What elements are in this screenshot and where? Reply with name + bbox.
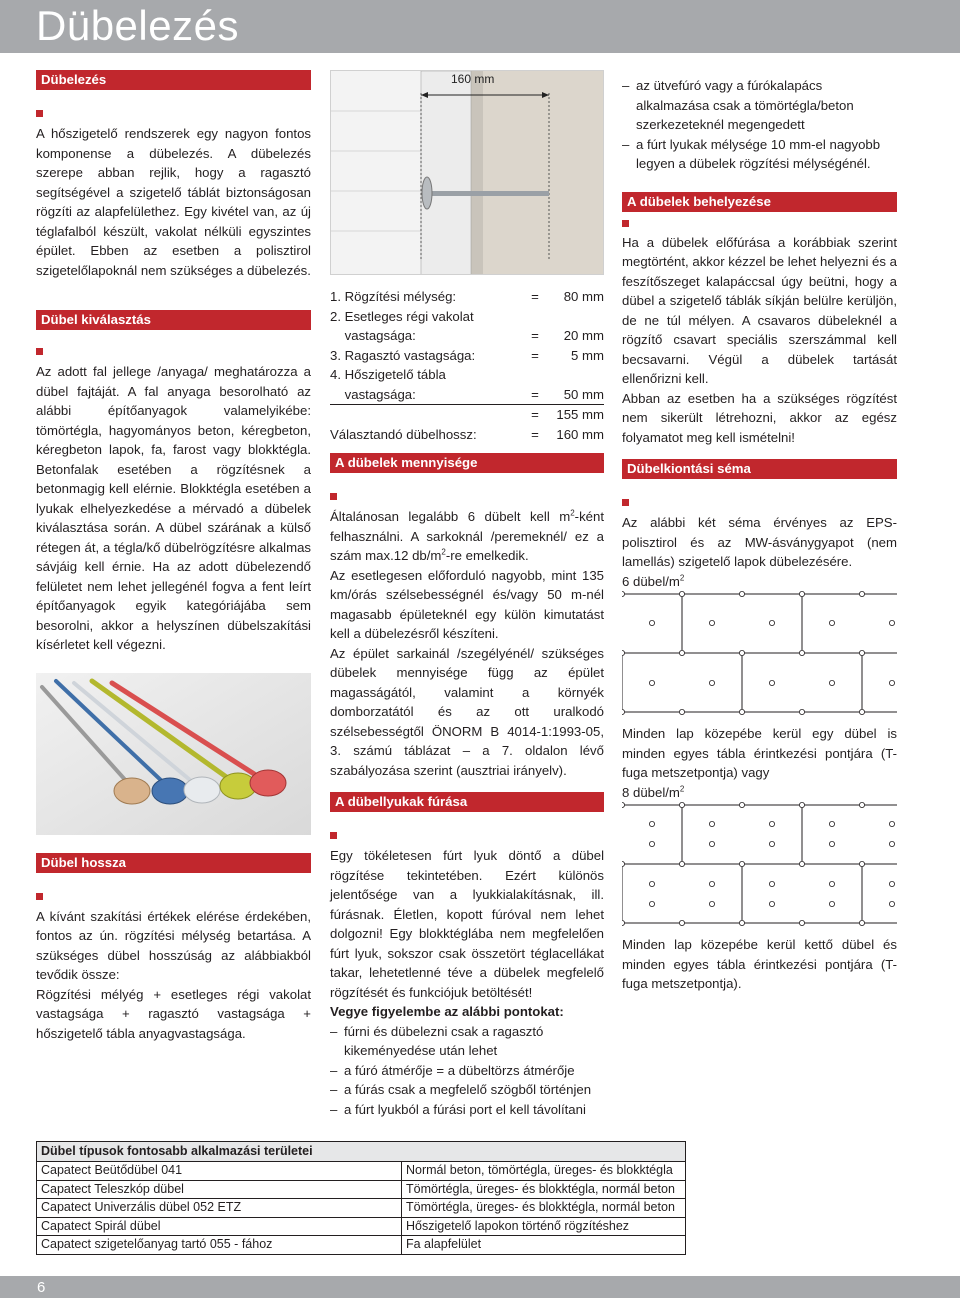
dims-table xyxy=(330,287,604,444)
dowel-dot xyxy=(709,881,714,886)
dowel-dot xyxy=(829,901,834,906)
dowel-dot xyxy=(769,881,774,886)
dowel-type-use: Hőszigetelő lapokon történő rögzítéshez xyxy=(402,1217,686,1236)
dowel-dot xyxy=(829,680,834,685)
section-heading-dubellyukak-furasa: A dübellyukak fúrása xyxy=(330,792,604,812)
dowel-type-name: Capatect szigetelőanyag tartó 055 - fához xyxy=(37,1236,402,1255)
column-1 xyxy=(36,70,311,1043)
dowel-scheme-8 xyxy=(622,802,897,927)
dims-val xyxy=(550,365,604,385)
dowel-dot xyxy=(739,802,744,807)
section-heading-dubelezes: Dübelezés xyxy=(36,70,311,90)
dims-label: 1. Rögzítési mélység: xyxy=(330,289,457,304)
dowels-image xyxy=(36,673,311,835)
list-item: – a fúrás csak a megfelelő szögből történjen xyxy=(330,1080,604,1100)
section-heading-dubelek-behelyezese: A dübelek behelyezése xyxy=(622,192,897,212)
diagram-label: 160 mm xyxy=(451,72,495,86)
dowel-dot xyxy=(859,709,864,714)
red-square-icon xyxy=(330,493,337,500)
dims-label: 2. Esetleges régi vakolat xyxy=(330,308,474,324)
dowel-dot xyxy=(709,620,714,625)
dowel-dot xyxy=(709,841,714,846)
dowel-dot xyxy=(649,680,654,685)
column-2 xyxy=(330,70,604,1119)
red-square-icon xyxy=(36,110,43,117)
dims-eq xyxy=(520,307,550,327)
dims-eq: = xyxy=(531,347,539,363)
dowel-dot xyxy=(769,821,774,826)
scheme-description: Minden lap közepébe kerül kettő dübel és minden egyes tábla érintkezési pontjára (T-fuga metszetpontja). xyxy=(622,937,897,991)
dowel-dot xyxy=(649,881,654,886)
dowel-dot xyxy=(739,650,744,655)
scheme-description: Minden lap közepébe kerül egy dübel is minden egyes tábla érintkezési pontjára (T-fuga metszetpontja) vagy xyxy=(622,726,897,780)
dowel-dot xyxy=(739,709,744,714)
table-row xyxy=(330,425,604,445)
dowel-dot xyxy=(769,680,774,685)
dowel-dot xyxy=(709,680,714,685)
table-row xyxy=(330,365,604,385)
dowel-dot xyxy=(829,881,834,886)
dowel-dot xyxy=(622,920,625,925)
dowel-dot xyxy=(799,709,804,714)
dims-val: 80 mm xyxy=(563,289,604,304)
red-square-icon xyxy=(36,893,43,900)
dowel-dot xyxy=(679,650,684,655)
section-text: Abban az esetben ha a szükséges rögzítést nem sikerült létrehozni, akkor az egész folyamatot meg kell ismételni! xyxy=(622,390,897,445)
dims-label xyxy=(330,405,520,425)
table-row xyxy=(330,287,604,307)
dowel-dot xyxy=(889,841,894,846)
dowel-dot xyxy=(622,709,625,714)
dowel-dot xyxy=(889,821,894,826)
dowel-dot xyxy=(649,841,654,846)
dowel-dot xyxy=(679,861,684,866)
dowel-dot xyxy=(709,821,714,826)
dims-eq: = xyxy=(520,385,550,405)
section-heading-dubel-kivalasztas: Dübel kiválasztás xyxy=(36,310,311,330)
dowel-dot xyxy=(649,821,654,826)
drilling-list xyxy=(330,1022,604,1120)
table-row xyxy=(330,346,604,366)
page-title: Dübelezés xyxy=(36,2,239,49)
dims-val: 155 mm xyxy=(556,407,604,422)
table-row xyxy=(330,307,604,327)
section-text: Általánosan legalább 6 dübelt kell $m^2$-ként felhasználni. A sarkoknál /peremeknél/ ez a szám max.12 $db/m^2-re$ emelkedik. xyxy=(330,508,604,563)
list-item: – a fúrt lyukak mélysége 10 mm-el nagyobb legyen a dübelek rögzítési mélységénél. xyxy=(622,135,897,174)
dowel-dot xyxy=(799,650,804,655)
section-heading-dubelek-mennyisege: A dübelek mennyisége xyxy=(330,453,604,473)
dowel-dot xyxy=(889,620,894,625)
dowel-dot xyxy=(622,591,625,596)
dims-eq: = xyxy=(531,289,539,304)
section-text: Ha a dübelek előfúrása a korábbiak szerint megtörtént, akkor kézzel be lehet helyezni és a feszítőszeget kalapáccsal úgy beütni, hogy a dübel a szigetelő táblák síkján belülre kerüljön, de ne túl mélyen. A csavaros dübeleknél a rögzítő csavart speciális szerszámmal kell becsavarni. Végül a dübelek tartását ellenőrizni kell. xyxy=(622,234,897,386)
dims-label: vastagsága: xyxy=(330,385,520,405)
dowel-dot xyxy=(859,591,864,596)
dowel-dot xyxy=(799,802,804,807)
red-square-icon xyxy=(330,832,337,839)
dowel-type-use: Tömörtégla, üreges- és blokktégla, normál beton xyxy=(402,1180,686,1199)
list-item: – a fúró átmérője = a dübeltörzs átmérője xyxy=(330,1061,604,1081)
section-text: Az adott fal jellege /anyaga/ meghatározza a dübel fajtáját. A fal anyaga besorolható az alábbi építőanyagok valamelyikébe: tömörtégla, hagyományos beton, kéregbeton, kéregbeton lapok, fa, farost vagy blokktégla. Betonfalak esetében a rögzítésnek a betonmagig kell elérnie. Blokktégla esetében a lyukak elhelyezkedése a mérvadó a dübelek kiválasztása során. A dübel szárának a külső rétegen át, a tégla/kő dübelrögzítésre alkalmas sávjáig kell érnie. Ha az adott dübelezendő felületet nem lehet jellegénél fogva a fent leírt építőanyagok egyik kategóriájába sem besorolni, akkor a helyszínen dübelszakítási kísérletet kell végezni. xyxy=(36,364,311,652)
table-header: Dübel típusok fontosabb alkalmazási területei xyxy=(37,1142,686,1162)
dowel-dot xyxy=(679,802,684,807)
dims-val: 160 mm xyxy=(556,426,604,442)
dowel-dot xyxy=(739,861,744,866)
dowel-dot xyxy=(739,591,744,596)
section-text: Az esetlegesen előforduló nagyobb, mint 135 km/órás szélsebességnél és/vagy 50 m-nél magasabb épületeknél egy külön kimutatást kell a dübelezésről készíteni. xyxy=(330,567,604,641)
section-heading-dubel-hossza: Dübel hossza xyxy=(36,853,311,873)
dowel-type-name: Capatect Spirál dübel xyxy=(37,1217,402,1236)
red-square-icon xyxy=(622,220,629,227)
dowel-dot xyxy=(739,920,744,925)
dowels-photo xyxy=(36,673,311,835)
dowel-dot xyxy=(799,591,804,596)
dowel-dot xyxy=(622,802,625,807)
section-bold-text: Vegye figyelembe az alábbi pontokat: xyxy=(330,1004,564,1019)
red-square-icon xyxy=(36,348,43,355)
dims-val: 5 mm xyxy=(571,347,604,363)
list-item: – fúrni és dübelezni csak a ragasztó kikeményedése után lehet xyxy=(330,1022,604,1061)
dowel-type-name: Capatect Beütődübel 041 xyxy=(37,1162,402,1181)
dowel-types-table xyxy=(36,1141,686,1255)
dowel-dot xyxy=(829,821,834,826)
dowel-type-name: Capatect Univerzális dübel 052 ETZ xyxy=(37,1199,402,1218)
dowel-dot xyxy=(799,920,804,925)
section-text: Az alábbi két séma érvényes az EPS-polisztirol és az MW-ásványgyapot (nem lamellás) szigetelő lapok dübelezésére. xyxy=(622,515,897,569)
dowel-dot xyxy=(799,861,804,866)
dowel-dot xyxy=(769,841,774,846)
dims-val: 50 mm xyxy=(550,385,604,405)
table-row xyxy=(37,1217,686,1236)
section-text: A hőszigetelő rendszerek egy nagyon fontos komponense a dübelezés. A dübelezés szerepe abban rejlik, hogy a ragasztó segítségével a szigetelő táblát biztonságosan rögzíti az alapfelülethez. Egy kivétel van, az új téglafalból készült, vakolat nélküli egyszintes épület. Ebben az esetben a polisztirol szigetelőlapoknál nem szükséges a dübelezés. xyxy=(36,126,311,278)
dowel-dot xyxy=(859,861,864,866)
section-text: Rögzítési mélyég + esetleges régi vakolat vastagsága + ragasztó vastagsága + hőszigetelő tábla anyagvastagsága. xyxy=(36,986,311,1041)
dowel-dot xyxy=(859,650,864,655)
dowel-dot xyxy=(889,901,894,906)
table-row xyxy=(37,1162,686,1181)
dowel-dot xyxy=(859,920,864,925)
dims-val xyxy=(550,307,604,327)
table-row xyxy=(330,326,604,346)
column-3 xyxy=(622,76,897,994)
dowel-dot xyxy=(769,901,774,906)
dims-label: 3. Ragasztó vastagsága: xyxy=(330,347,476,363)
list-item: – a fúrt lyukból a fúrási port el kell távolítani xyxy=(330,1100,604,1120)
dowel-dot xyxy=(769,620,774,625)
table-row xyxy=(37,1236,686,1255)
footer-bar xyxy=(0,1276,960,1298)
dowel-dot xyxy=(679,591,684,596)
dowel-dot xyxy=(889,881,894,886)
section-text: Az épület sarkainál /szegélyénél/ szükséges dübelek mennyisége függ az épület magasságától, valamint a környék domborzatától és az ott uralkodó szélsebességtől ÖNORM B 4014-1:1993-05, 3. számú táblázat – a 7. oldalon lévő szabályozása szerint (ausztriai irányelv). xyxy=(330,645,604,778)
scheme-label: 8 dübel/$m^2$ xyxy=(622,784,685,800)
dims-label: vastagsága: xyxy=(330,328,416,343)
table-row xyxy=(330,405,604,425)
table-row xyxy=(37,1199,686,1218)
dowel-dot xyxy=(649,901,654,906)
dowel-dot xyxy=(829,841,834,846)
dowel-scheme-6 xyxy=(622,591,897,716)
section-heading-dubelkiontasi-sema: Dübelkiontási séma xyxy=(622,459,897,479)
page-number: 6 xyxy=(37,1279,46,1296)
dowel-type-use: Fa alapfelület xyxy=(402,1236,686,1255)
list-item: – az ütvefúró vagy a fúrókalapács alkalmazása csak a tömörtégla/beton szerkezeteknél megengedett xyxy=(622,76,897,135)
dowel-dot xyxy=(709,901,714,906)
title-bar xyxy=(0,0,960,53)
drilling-list-continued xyxy=(622,76,897,174)
dims-val: 20 mm xyxy=(563,328,604,343)
dowel-dot xyxy=(889,680,894,685)
dims-label: 4. Hőszigetelő tábla xyxy=(330,367,446,382)
dowel-type-use: Normál beton, tömörtégla, üreges- és blokktégla xyxy=(402,1162,686,1181)
dowel-depth-diagram xyxy=(330,70,604,275)
dowel-dot xyxy=(622,861,625,866)
red-square-icon xyxy=(622,499,629,506)
dowel-type-name: Capatect Teleszkóp dübel xyxy=(37,1180,402,1199)
dims-eq xyxy=(520,365,550,385)
table-row xyxy=(37,1180,686,1199)
dowel-dot xyxy=(622,650,625,655)
dims-eq: = xyxy=(531,426,539,442)
table-row xyxy=(330,385,604,405)
dowel-dot xyxy=(679,709,684,714)
dims-eq: = xyxy=(531,328,539,343)
dowel-dot xyxy=(679,920,684,925)
dowel-dot xyxy=(829,620,834,625)
section-text: Egy tökéletesen fúrt lyuk döntő a dübel rögzítése tekintetében. Ezért különös jelentősége van a lyukkialakításnak, ill. fúrásnak. Életlen, kopott fúróval nem lehet dolgozni! Egy blokktéglába nem megfelelően fúrt lyuk, sokszor csak összetört téglacellákat takar, lehetetlenné téve a dübelek megfelelő rögzítését és funkciójuk betöltését! xyxy=(330,848,604,1000)
scheme-label: 6 dübel/$m^2$ xyxy=(622,573,685,589)
dims-eq: = xyxy=(531,407,539,422)
dowel-dot xyxy=(859,802,864,807)
section-text: A kívánt szakítási értékek elérése érdekében, fontos az ún. rögzítési mélység betartása. A szükséges dübel hosszúság az alábbiakból tevődik össze: xyxy=(36,908,311,982)
dowel-dot xyxy=(649,620,654,625)
dowel-type-use: Tömörtégla, üreges- és blokktégla, normál beton xyxy=(402,1199,686,1218)
dims-label: Választandó dübelhossz: xyxy=(330,426,477,442)
